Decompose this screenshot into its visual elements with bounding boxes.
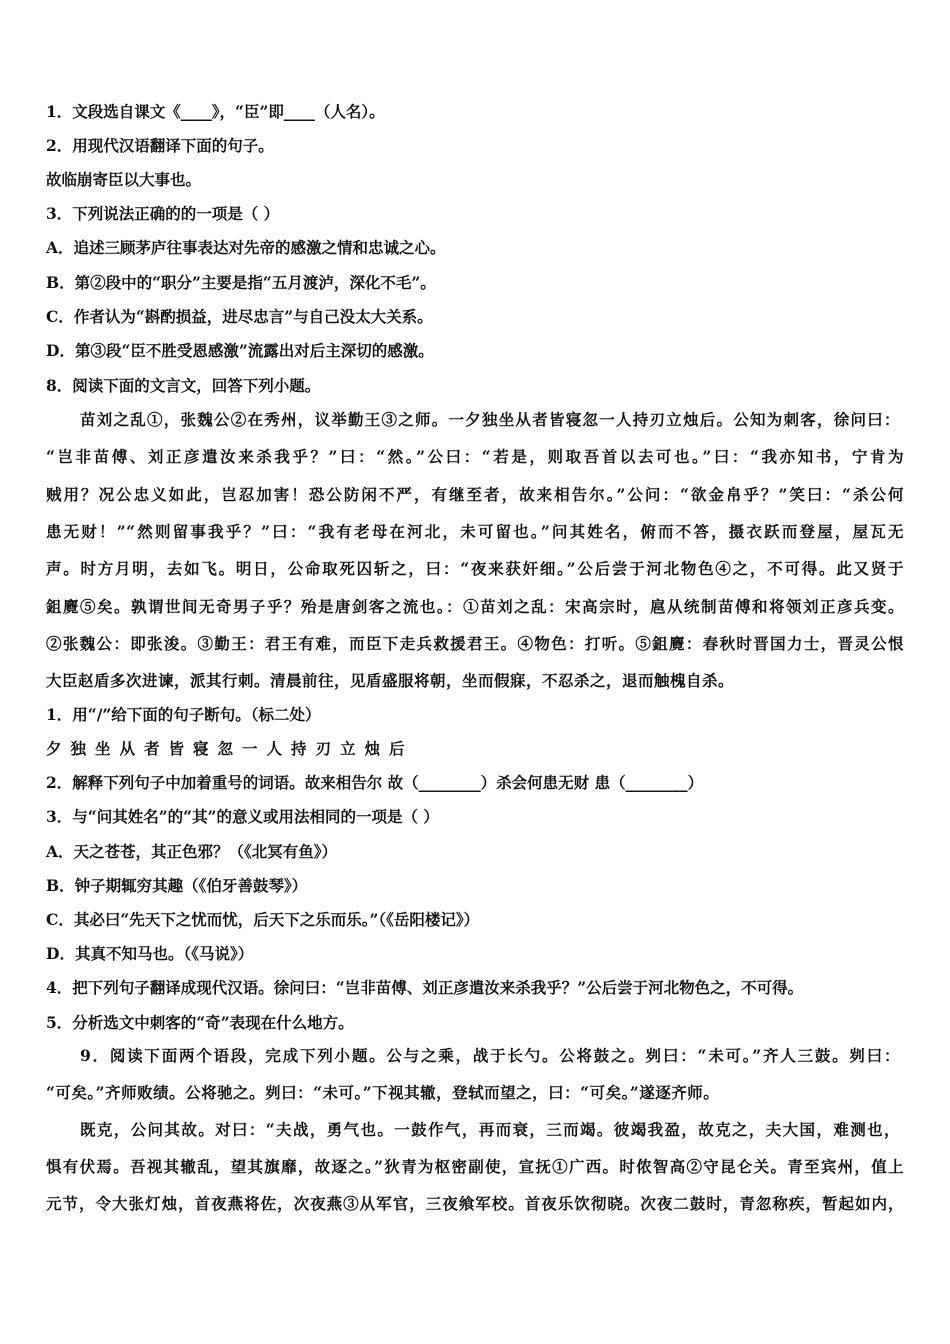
sub-option-a: A．天之苍苍，其正色邪？（《北冥有鱼》） <box>46 842 338 861</box>
sub-question-4: 4．把下列句子翻译成现代汉语。徐问曰：“岂非苗傅、刘正彦遣汝来杀我乎？”公后尝于河北物色之，不可得。 <box>46 978 804 997</box>
question-3-choice: 3．下列说法正确的的一项是（ ） <box>46 204 280 223</box>
sub-option-c: C．其必曰“先天下之忧而忧，后天下之乐而乐。”（《岳阳楼记》） <box>46 910 480 929</box>
passage-line: 既克，公问其故。对曰：“夫战，勇气也。一鼓作气，再而衰，三而竭。彼竭我盈，故克之，夫大国，难测也， <box>80 1120 900 1139</box>
question-8-heading: 8．阅读下面的文言文，回答下列小题。 <box>46 376 321 395</box>
passage-line: “岂非苗傅、刘正彦遣汝来杀我乎？”曰：“然。”公曰：“若是，则取吾首以去可也。”曰：“我亦知书，宁肯为 <box>46 447 904 466</box>
sub-option-b: B．钟子期辄穷其趣（《伯牙善鼓琴》） <box>46 876 308 895</box>
passage-line: 苗刘之乱①，张魏公②在秀州，议举勤王③之师。一夕独坐从者皆寝忽一人持刃立烛后。公知为刺客，徐问曰： <box>80 410 900 429</box>
passage-line: 鉏麑⑤矣。孰谓世间无奇男子乎？殆是唐剑客之流也。：①苗刘之乱：宋高宗时，扈从统制苗傅和将领刘正彦兵变。 <box>46 597 904 616</box>
passage-line: ②张魏公：即张浚。③勤王：君王有难，而臣下走兵救援君王。④物色：打听。⑤鉏麑：春秋时晋国力士，晋灵公恨 <box>46 634 904 653</box>
passage-line: 声。时方月明，去如飞。明日，公命取死囚斩之，曰：“夜来获奸细。”公后尝于河北物色④之，不可得。此又贤于 <box>46 559 904 578</box>
option-c: C．作者认为“斟酌损益，进尽忠言”与自己没太大关系。 <box>46 307 433 326</box>
sub-option-d: D．其真不知马也。（《马说》） <box>46 944 254 963</box>
passage-line: 惧有伏焉。吾视其辙乱，望其旗靡，故逐之。”狄青为枢密副使，宣抚①广西。时侬智高②守昆仑关。青至宾州，值上 <box>46 1157 904 1176</box>
option-b: B．第②段中的“职分”主要是指“五月渡泸，深化不毛”。 <box>46 273 436 292</box>
passage-line: “可矣。”齐师败绩。公将驰之。刿曰：“未可。”下视其辙，登轼而望之，曰：“可矣。”遂逐齐师。 <box>46 1083 720 1102</box>
option-d: D．第③段“臣不胜受恩感激”流露出对后主深切的感激。 <box>46 341 434 360</box>
question-9-line: 9．阅读下面两个语段，完成下列小题。公与之乘，战于长勺。公将鼓之。刿曰：“未可。”齐人三鼓。刿曰： <box>80 1046 900 1065</box>
sentence-to-translate: 故临崩寄臣以大事也。 <box>46 170 202 189</box>
passage-line: 贼用？况公忠义如此，岂忍加害！恐公防闲不严，有继至者，故来相告尔。”公问：“欲金帛乎？”笑曰：“杀公何 <box>46 485 904 504</box>
passage-line: 元节，令大张灯烛，首夜燕将佐，次夜燕③从军官，三夜飨军校。首夜乐饮彻晓。次夜二鼓时，青忽称疾，暂起如内， <box>46 1194 904 1213</box>
sentence-to-punctuate: 夕独坐从者皆寝忽一人持刃立烛后 <box>46 739 414 758</box>
sub-question-3: 3．与“问其姓名”的“其”的意义或用法相同的一项是（ ） <box>46 807 439 826</box>
option-a: A．追述三顾茅庐往事表达对先帝的感激之情和忠诚之心。 <box>46 238 446 257</box>
passage-line: 患无财！”“然则留事我乎？”曰：“我有老母在河北，未可留也。”问其姓名，俯而不答，摄衣跃而登屋，屋瓦无 <box>46 522 904 541</box>
sub-question-2: 2．解释下列句子中加着重号的词语。故来相告尔 故（________）杀会何患无财 患（________） <box>46 773 704 792</box>
passage-line: 大臣赵盾多次进谏，派其行刺。清晨前往，见盾盛服将朝，坐而假寐，不忍杀之，退而触槐自杀。 <box>46 671 735 690</box>
sub-question-1: 1．用“/”给下面的句子断句。（标二处） <box>46 705 321 724</box>
sub-question-5: 5．分析选文中刺客的“奇”表现在什么地方。 <box>46 1013 354 1032</box>
question-1-fill: 1．文段选自课文《____》，“臣”即____（人名）。 <box>46 102 385 121</box>
question-2-translate: 2．用现代汉语翻译下面的句子。 <box>46 136 274 155</box>
